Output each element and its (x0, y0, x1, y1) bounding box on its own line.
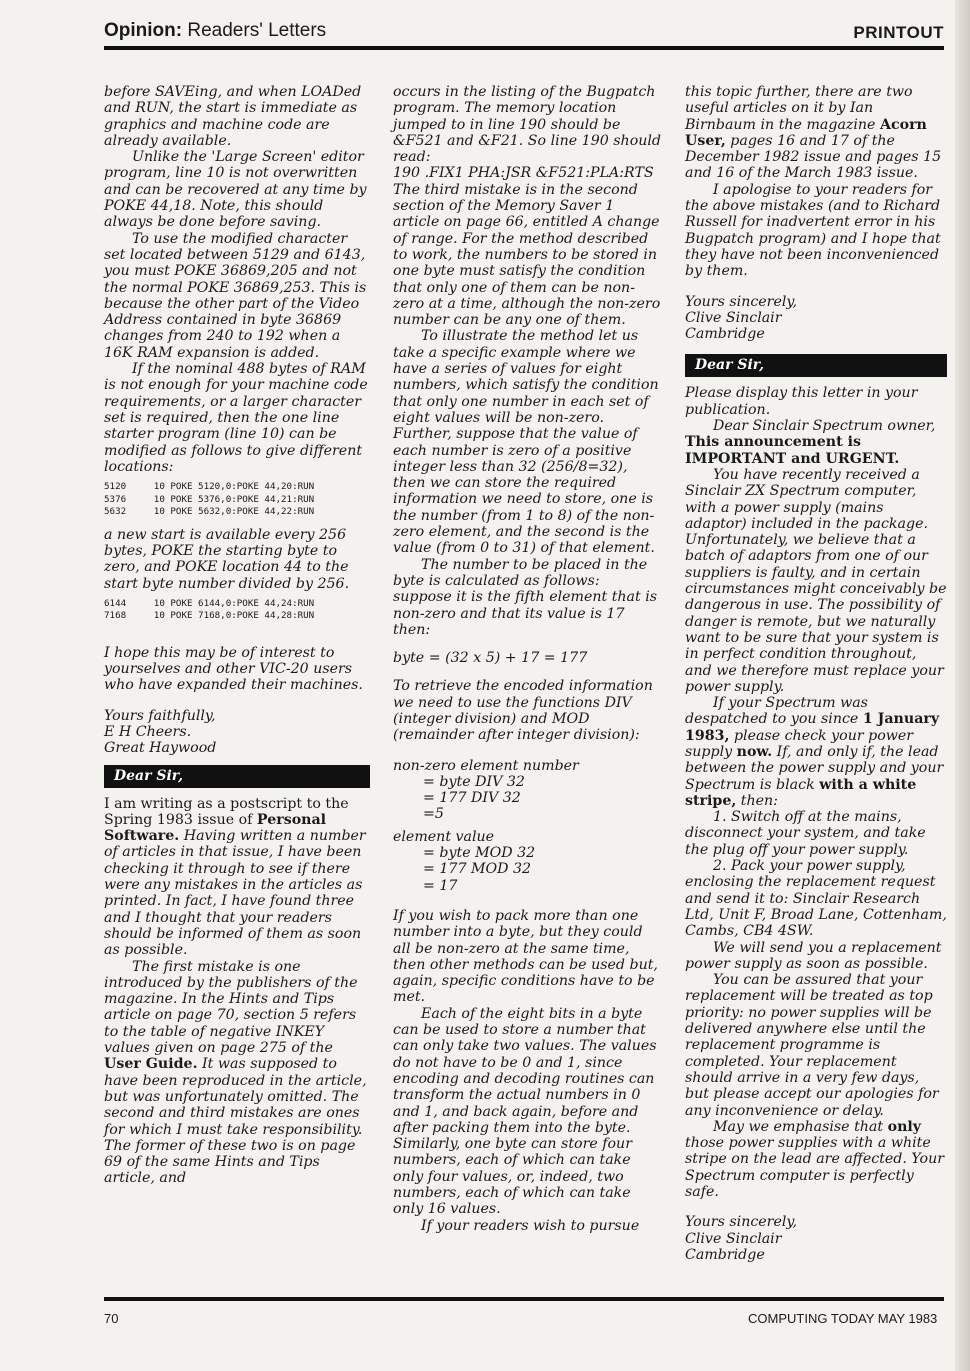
paragraph: If your readers wish to pursue (421, 1217, 640, 1234)
text-run-bold: now. (736, 743, 773, 760)
calc-line: = 177 MOD 32 (423, 861, 532, 878)
paragraph (104, 796, 370, 959)
signature-block (685, 1214, 947, 1263)
text-run: May we emphasise that (713, 1118, 888, 1135)
header-rule (104, 46, 944, 50)
paragraph: I hope this may be of interest to yourselves and other VIC-20 users who have expanded their machines. (104, 644, 363, 694)
paragraph: To retrieve the encoded information we need to use the functions DIV (integer division) and MOD (remainder after integer division): (393, 678, 653, 744)
author-name: Clive Sinclair (685, 309, 782, 326)
author-name: E H Cheers. (104, 724, 192, 740)
page-number: 70 (104, 1311, 119, 1326)
text-run-bold: Personal Software. (104, 811, 327, 845)
paragraph: Please display this letter in your publication. (685, 385, 918, 418)
paragraph: The number to be placed in the byte is calculated as follows: suppose it is the fifth element that is non-zero and that its value is 17 then: (393, 556, 658, 638)
paragraph: To illustrate the method let us take a specific example where we have a series of values for eight numbers, which satisfy the condition that only one number in each set of eight values will be non-zero. Further, suppose that the value of each number is zero of a positive integer less than 32 (256/8=32), then we can store the required information we need to store, one is the number (from 1 to 8) of the non-zero element, and the second is the value (from 0 to 31) of that element. (393, 328, 659, 557)
paragraph: You have recently received a Sinclair ZX Spectrum computer, with a power supply (mains adaptor) included in the package. Unfortunately, we believe that a batch of adaptors from one of our suppliers is faulty, and in certain circumstances might conceivably be dangerous in use. The possibility of danger is remote, but we naturally want to be sure that your system is in perfect condition throughout, and we therefore must replace your power supply. (685, 466, 947, 695)
text-run-bold: only (887, 1118, 922, 1135)
text-run: Dear Sinclair Spectrum owner, (713, 418, 936, 435)
paragraph: before SAVEing, and when LOADed and RUN, the start is immediate as graphics and machine code are already available. (104, 84, 362, 149)
author-name: Clive Sinclair (685, 1230, 782, 1247)
paragraph (685, 695, 947, 809)
paragraph (685, 418, 947, 467)
calc-line: = byte DIV 32 (423, 773, 525, 790)
paragraph: Unlike the 'Large Screen' editor program, line 10 is not overwritten and can be recovered at any time by POKE 44,18. Note, this should always be done before saving. (104, 149, 367, 231)
sign-off: Yours sincerely, (685, 1214, 798, 1231)
formula: byte = (32 x 5) + 17 = 177 (393, 650, 588, 667)
text-run: If, and only if, the lead between the power supply and your Spectrum is black (685, 743, 944, 793)
subsection-label: Readers' Letters (187, 20, 327, 41)
text-run: pages 16 and 17 of the December 1982 issue and pages 15 and 16 of the March 1983 issue. (685, 132, 942, 182)
calc-line: element value (393, 828, 495, 845)
column-2 (393, 84, 661, 1234)
page-header (104, 18, 944, 46)
section-label: Opinion: (104, 20, 183, 41)
paragraph: a new start is available every 256 bytes, POKE the starting byte to zero, and POKE location 44 to the start byte number divided by 256. (104, 526, 350, 592)
calc-line: = byte MOD 32 (423, 845, 536, 862)
paragraph: The third mistake is in the second section of the Memory Saver 1 article on page 66, entitled A change of range. For the method described to work, the numbers to be stored in one byte must satisfy the condition that only one of them can be non-zero at a time, although the non-zero number can be any one of them. (393, 181, 661, 329)
paragraph: To use the modified character set located between 5129 and 6143, you must POKE 36869,205 and not the normal POKE 36869,253. This is because the other part of the Video Address contained in byte 36869 changes from 240 to 192 when a 16K RAM expansion is added. (104, 230, 367, 361)
calculation-block (393, 758, 661, 894)
text-run: I am writing as a postscript to the Spring 1983 issue of (104, 795, 349, 828)
calc-line: = 17 (423, 877, 458, 894)
text-run: those power supplies with a white stripe on the lead are affected. Your Spectrum computer is perfectly safe. (685, 1135, 944, 1200)
calc-line: non-zero element number (393, 757, 579, 774)
text-run: It was supposed to have been reproduced in the article, but was unfortunately omitted. The second and third mistakes are ones for which I must take responsibility. The former of these two is on page 69 of the same Hints and Tips article, and (104, 1056, 367, 1187)
text-run-bold: Acorn User, (685, 116, 927, 149)
paragraph: If you wish to pack more than one number into a byte, but they could all be non-zero at the same time, then other methods can be used but, again, specific conditions have to be met. (393, 907, 658, 1006)
text-run: this topic further, there are two useful articles on it by Ian Birnbaum in the magazine (685, 84, 913, 133)
text-run-bold: User Guide. (104, 1056, 198, 1073)
text-run-bold: 1 January 1983, (685, 711, 940, 744)
code-listing: 6144 10 POKE 6144,0:POKE 44,24:RUN 7168 10 POKE 7168,0:POKE 44,28:RUN (104, 597, 315, 622)
paragraph: I apologise to your readers for the above mistakes (and to Richard Russell for inadvertent error in his Bugpatch program) and I hope that they have not been inconvenienced by them. (685, 181, 941, 280)
footer-rule (104, 1297, 944, 1301)
paragraph (104, 959, 370, 1187)
paragraph: 1. Switch off at the mains, disconnect your system, and take the plug off your power supply. (685, 809, 926, 858)
text-run: The first mistake is one introduced by the publishers of the magazine. In the Hints and Tips article on page 70, section 5 refers to the table of negative INKEY values given on page 275 of the (104, 958, 358, 1057)
paragraph: 2. Pack your power supply, enclosing the replacement request and send it to: Sinclair Research Ltd, Unit F, Broad Lane, Cottenham, Cambs, CB4 4SW. (685, 858, 947, 940)
issue-label: COMPUTING TODAY MAY 1983 (748, 1311, 938, 1326)
paragraph: We will send you a replacement power supply as soon as possible. (685, 939, 942, 972)
paragraph: occurs in the listing of the Bugpatch program. The memory location jumped to in line 190 should be &F521 and &F21. So line 190 should read: (393, 84, 661, 166)
paragraph: If the nominal 488 bytes of RAM is not enough for your machine code requirements, or a larger character set is required, then the one line starter program (line 10) can be modified as follows to give different locations: (104, 361, 368, 475)
text-run: please check your power supply (685, 727, 914, 760)
signature-block (685, 294, 947, 343)
calc-line: =5 (423, 806, 444, 823)
code-line: 190 .FIX1 PHA:JSR &F521:PLA:RTS (393, 165, 654, 182)
column-1 (104, 84, 370, 1187)
paragraph (685, 84, 947, 182)
sign-off: Yours faithfully, (104, 707, 216, 724)
section-tag: PRINTOUT (853, 23, 944, 42)
paragraph: Each of the eight bits in a byte can be used to store a number that can only take two values. The values do not have to be 0 and 1, since encoding and decoding routines can transform the actual numbers in 0 and 1, and back again, before and after packing them into the byte. Similarly, one byte can store four numbers, each of which can take only four values, or, indeed, two numbers, each of which can take only 16 values. (393, 1005, 657, 1218)
text-run-bold: This announcement is IMPORTANT and URGENT. (685, 434, 900, 467)
text-run: If your Spectrum was despatched to you since (685, 695, 868, 728)
paragraph: You can be assured that your replacement will be treated as top priority: no power supplies will be delivered anywhere else until the replacement programme is completed. Your replacement should arrive in a very few days, but please accept our apologies for any inconvenience or delay. (685, 972, 939, 1119)
code-listing: 5120 10 POKE 5120,0:POKE 44,20:RUN 5376 10 POKE 5376,0:POKE 44,21:RUN 5632 10 POKE 5632,0:POKE 44,22:RUN (104, 481, 315, 518)
paragraph (685, 1119, 947, 1200)
signature-block (104, 708, 370, 757)
author-location: Great Haywood (104, 740, 217, 757)
author-location: Cambridge (685, 1246, 765, 1263)
page-edge-shadow (955, 0, 970, 1371)
column-3 (685, 84, 947, 1263)
sign-off: Yours sincerely, (685, 293, 798, 310)
text-run-bold: with a white stripe, (685, 776, 917, 809)
section-title (104, 20, 326, 42)
calc-line: = 177 DIV 32 (423, 790, 521, 807)
author-location: Cambridge (685, 326, 765, 343)
text-run: then: (736, 792, 778, 809)
text-run: Having written a number of articles in that issue, I have been checking it through to see if there were any mistakes in the articles as printed. In fact, I have found three and I thought that your readers should be informed of them as soon as possible. (104, 828, 366, 959)
letter-heading-bar: Dear Sir, (685, 354, 947, 377)
letter-heading-bar: Dear Sir, (104, 765, 370, 788)
